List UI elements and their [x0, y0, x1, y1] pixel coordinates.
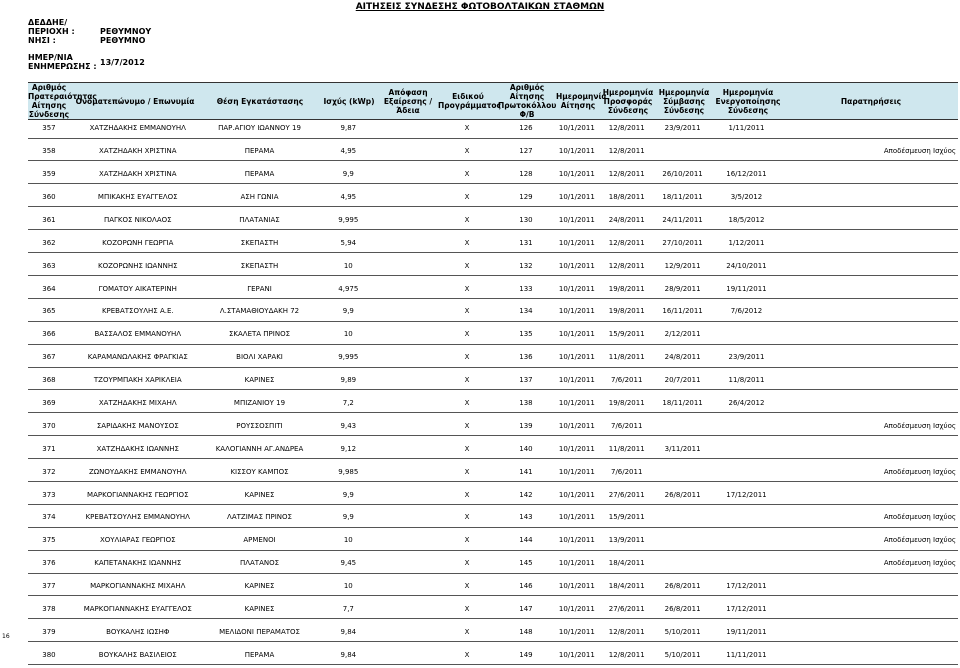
table-cell: 132	[519, 261, 533, 270]
table-cell: 9,12	[340, 444, 357, 453]
table-cell: 379	[42, 627, 56, 636]
table-cell: ΚΟΖΟΡΩΝΗ ΓΕΩΡΓΙΑ	[102, 238, 174, 247]
table-cell: 137	[519, 376, 533, 385]
header-cell: Ειδικού Προγράμματος	[438, 92, 502, 110]
table-cell: ΜΕΛΙΔΟΝΙ ΠΕΡΑΜΑΤΟΣ	[219, 627, 300, 636]
table-cell: ΜΠΙΚΑΚΗΣ ΕΥΑΓΓΕΛΟΣ	[97, 192, 178, 201]
table-cell: 27/6/2011	[608, 605, 645, 613]
table-cell: 4,95	[340, 192, 357, 201]
table-cell: 10/1/2011	[558, 650, 595, 659]
table-cell: 364	[42, 284, 56, 293]
header-cell: Αριθμός Αίτησης Πρωτοκόλλου Φ/Β	[498, 83, 557, 119]
table-cell: 10/1/2011	[558, 513, 595, 522]
table-row	[28, 119, 958, 139]
table-cell: 149	[519, 650, 533, 659]
header-cell: Ημερομηνία Ενεργοποίησης Σύνδεσης	[715, 87, 781, 115]
table-cell: 24/8/2011	[664, 353, 701, 362]
table-cell: X	[464, 582, 470, 591]
table-cell: 10/1/2011	[558, 490, 595, 499]
table-cell: 10	[343, 330, 353, 339]
table-cell: Αποδέσμευση Ισχύος	[883, 513, 956, 522]
table-row	[28, 462, 958, 482]
table-cell: 131	[519, 238, 533, 247]
table-cell: X	[464, 444, 470, 453]
table-cell: X	[464, 467, 470, 476]
table-cell: 23/9/2011	[664, 124, 701, 133]
table-cell: X	[464, 421, 470, 430]
island-label: ΝΗΣΙ :	[28, 36, 56, 45]
table-cell: X	[464, 627, 470, 636]
table-cell: 24/10/2011	[726, 261, 767, 270]
table-cell: 26/8/2011	[664, 490, 701, 499]
table-cell: 12/8/2011	[608, 124, 645, 133]
table-row	[28, 554, 958, 574]
table-cell: 18/5/2012	[728, 215, 765, 224]
table-cell: ΜΠΙΖΑΝΙΟΥ 19	[233, 398, 286, 407]
table-cell: 10/1/2011	[558, 215, 595, 224]
table-cell: X	[464, 650, 470, 659]
table-cell: Αποδέσμευση Ισχύος	[883, 467, 956, 476]
header-cell: Ημερομηνία Σύμβασης Σύνδεσης	[658, 87, 710, 115]
table-cell: ΜΑΡΚΟΓΙΑΝΝΑΚΗΣ ΜΙΧΑΗΛ	[90, 582, 186, 591]
table-cell: 24/8/2011	[608, 215, 645, 224]
table-cell: X	[464, 513, 470, 522]
table-cell: 19/8/2011	[608, 307, 645, 316]
table-cell: 10/1/2011	[558, 192, 595, 201]
table-row	[28, 600, 958, 620]
table-cell: 28/9/2011	[664, 284, 701, 293]
table-cell: 10/1/2011	[558, 627, 595, 636]
table-row	[28, 645, 958, 665]
table-cell: 11/8/2011	[608, 444, 645, 453]
table-row	[28, 531, 958, 551]
table-cell: ΣΚΑΛΕΤΑ ΠΡΙΝΟΣ	[228, 330, 291, 339]
table-cell: ΣΚΕΠΑΣΤΗ	[240, 261, 279, 270]
table-cell: ΓΕΡΑΝΙ	[247, 284, 272, 293]
table-cell: 369	[42, 398, 56, 407]
table-cell: 129	[519, 192, 533, 201]
table-cell: ΒΟΥΚΑΛΗΣ ΒΑΣΙΛΕΙΟΣ	[98, 650, 177, 659]
table-cell: ΣΑΡΙΔΑΚΗΣ ΜΑΝΟΥΣΟΣ	[96, 421, 179, 430]
table-cell: 378	[42, 605, 56, 613]
table-row	[28, 371, 958, 391]
table-cell: ΧΑΤΖΗΔΑΚΗ ΧΡΙΣΤΙΝΑ	[99, 170, 177, 179]
table-cell: ΜΑΡΚΟΓΙΑΝΝΑΚΗΣ ΓΕΩΡΓΙΟΣ	[87, 490, 189, 499]
table-cell: ΚΑΡΙΝΕΣ	[244, 490, 275, 499]
header-cell: Θέση Εγκατάστασης	[216, 96, 304, 106]
table-cell: 24/11/2011	[662, 215, 703, 224]
table-row	[28, 165, 958, 185]
table-row	[28, 508, 958, 528]
table-cell: 9,87	[340, 124, 357, 133]
table-row	[28, 394, 958, 414]
table-cell: 372	[42, 467, 56, 476]
table-cell: 139	[519, 421, 533, 430]
table-cell: ΚΑΡΙΝΕΣ	[244, 376, 275, 385]
table-cell: 3/5/2012	[730, 192, 763, 201]
table-cell: 140	[519, 444, 533, 453]
table-cell: 2/12/2011	[664, 330, 701, 339]
table-cell: ΜΑΡΚΟΓΙΑΝΝΑΚΗΣ ΕΥΑΓΓΕΛΟΣ	[83, 605, 192, 613]
table-cell: ΒΟΥΚΑΛΗΣ ΙΩΣΗΦ	[106, 627, 170, 636]
table-cell: ΠΕΡΑΜΑ	[244, 170, 275, 179]
table-cell: 373	[42, 490, 56, 499]
table-cell: Αποδέσμευση Ισχύος	[883, 147, 956, 156]
table-cell: 10/1/2011	[558, 467, 595, 476]
header-cell: Παρατηρήσεις	[840, 96, 902, 106]
table-cell: 12/9/2011	[664, 261, 701, 270]
table-cell: Λ.ΣΤΑΜΑΘΙΟΥΔΑΚΗ 72	[219, 307, 300, 316]
table-cell: 363	[42, 261, 56, 270]
table-cell: 362	[42, 238, 56, 247]
table-cell: 127	[519, 147, 533, 156]
table-cell: 10	[343, 582, 353, 591]
table-cell: 143	[519, 513, 533, 522]
table-cell: 366	[42, 330, 56, 339]
table-cell: 3/11/2011	[664, 444, 701, 453]
table-cell: X	[464, 147, 470, 156]
table-cell: 15/9/2011	[608, 513, 645, 522]
table-cell: ΚΡΕΒΑΤΣΟΥΛΗΣ ΕΜΜΑΝΟΥΗΛ	[85, 513, 190, 522]
table-cell: 4,95	[340, 147, 357, 156]
table-cell: 134	[519, 307, 533, 316]
table-cell: 358	[42, 147, 56, 156]
meta-block	[28, 18, 151, 45]
region-value: ΡΕΘΥΜΝΟΥ	[100, 27, 152, 36]
table-cell: 10/1/2011	[558, 147, 595, 156]
table-cell: 9,9	[342, 170, 354, 179]
table-cell: ΧΑΤΖΗΔΑΚΗΣ ΙΩΑΝΝΗΣ	[96, 444, 179, 453]
table-cell: 9,84	[340, 650, 357, 659]
table-cell: 10/1/2011	[558, 536, 595, 545]
table-cell: 11/8/2011	[728, 376, 765, 385]
table-row	[28, 188, 958, 208]
table-cell: X	[464, 124, 470, 133]
table-cell: 12/8/2011	[608, 627, 645, 636]
table-cell: 144	[519, 536, 533, 545]
table-cell: 17/12/2011	[726, 582, 767, 591]
table-cell: ΓΟΜΑΤΟΥ ΑΙΚΑΤΕΡΙΝΗ	[98, 284, 177, 293]
table-cell: ΧΟΥΛΙΑΡΑΣ ΓΕΩΡΓΙΟΣ	[99, 536, 176, 545]
table-body	[28, 119, 958, 668]
table-cell: 375	[42, 536, 56, 545]
table-cell: 10	[343, 261, 353, 270]
table-row	[28, 279, 958, 299]
table-cell: ΠΕΡΑΜΑ	[244, 147, 275, 156]
table-cell: 7/6/2011	[610, 467, 643, 476]
table-cell: X	[464, 605, 470, 613]
table-cell: 18/11/2011	[662, 398, 703, 407]
table-cell: ΠΕΡΑΜΑ	[244, 650, 275, 659]
table-cell: ΠΑΡ.ΑΓΙΟΥ ΙΩΑΝΝΟΥ 19	[218, 124, 301, 133]
table-cell: 142	[519, 490, 533, 499]
table-cell: ΒΙΟΛΙ ΧΑΡΑΚΙ	[236, 353, 283, 362]
table-cell: 10	[343, 536, 353, 545]
table-cell: X	[464, 170, 470, 179]
table-row	[28, 485, 958, 505]
table-cell: 377	[42, 582, 56, 591]
table-row	[28, 623, 958, 643]
table-cell: X	[464, 284, 470, 293]
table-cell: 17/12/2011	[726, 605, 767, 613]
table-row	[28, 417, 958, 437]
table-cell: X	[464, 559, 470, 568]
table-cell: 126	[519, 124, 533, 133]
table-cell: X	[464, 398, 470, 407]
table-cell: 9,43	[340, 421, 357, 430]
table-cell: 9,995	[338, 353, 359, 362]
table-cell: X	[464, 215, 470, 224]
table-row	[28, 325, 958, 345]
table-cell: 5/10/2011	[664, 627, 701, 636]
table-cell: 15/9/2011	[608, 330, 645, 339]
header-cell: Ημερομηνία Αίτησης	[556, 92, 607, 110]
table-cell: 1/11/2011	[728, 124, 765, 133]
header-cell: Ισχύς (kWp)	[323, 96, 375, 106]
header-cell: Ονοματεπώνυμο / Επωνυμία	[75, 96, 195, 106]
table-cell: 147	[519, 605, 533, 613]
table-row	[28, 211, 958, 231]
date-label-line1: ΗΜΕΡ/ΝΙΑ	[28, 53, 73, 62]
table-cell: 26/8/2011	[664, 582, 701, 591]
table-row	[28, 302, 958, 322]
table-cell: ΣΚΕΠΑΣΤΗ	[240, 238, 279, 247]
table-row	[28, 256, 958, 276]
table-cell: ΠΛΑΤΑΝΙΑΣ	[239, 215, 280, 224]
table-cell: X	[464, 261, 470, 270]
table-cell: 10/1/2011	[558, 238, 595, 247]
table-cell: 145	[519, 559, 533, 568]
table-row	[28, 233, 958, 253]
table-cell: Αποδέσμευση Ισχύος	[883, 536, 956, 545]
table-cell: ΚΡΕΒΑΤΣΟΥΛΗΣ Α.Ε.	[101, 307, 174, 316]
table-cell: 16/12/2011	[726, 170, 767, 179]
table-cell: ΒΑΣΣΑΛΟΣ ΕΜΜΑΝΟΥΗΛ	[94, 330, 182, 339]
table-cell: ΚΙΣΣΟΥ ΚΑΜΠΟΣ	[230, 467, 289, 476]
table-cell: 10/1/2011	[558, 353, 595, 362]
table-cell: 19/11/2011	[726, 627, 767, 636]
table-cell: 12/8/2011	[608, 147, 645, 156]
table-cell: 10/1/2011	[558, 307, 595, 316]
table-cell: ΡΟΥΣΣΟΣΠΙΤΙ	[236, 421, 283, 430]
table-cell: ΖΩΝΟΥΔΑΚΗΣ ΕΜΜΑΝΟΥΗΛ	[88, 467, 187, 476]
table-cell: 4,975	[338, 284, 359, 293]
table-cell: 7/6/2011	[610, 376, 643, 385]
table-cell: 10/1/2011	[558, 398, 595, 407]
table-cell: 11/8/2011	[608, 353, 645, 362]
table-cell: 23/9/2011	[728, 353, 765, 362]
table-cell: 18/4/2011	[608, 582, 645, 591]
table-cell: X	[464, 536, 470, 545]
table-cell: 365	[42, 307, 56, 316]
table-cell: 136	[519, 353, 533, 362]
table-cell: 19/11/2011	[726, 284, 767, 293]
table-cell: Αποδέσμευση Ισχύος	[883, 559, 956, 568]
table-row	[28, 439, 958, 459]
header-cell: Αριθμός Πρατεραιότητας Αίτησης Σύνδεσης	[28, 83, 97, 119]
table-cell: 148	[519, 627, 533, 636]
table-cell: 12/8/2011	[608, 650, 645, 659]
table-cell: ΚΑΡΙΝΕΣ	[244, 605, 275, 613]
table-cell: 376	[42, 559, 56, 568]
table-cell: 18/11/2011	[662, 192, 703, 201]
table-cell: 141	[519, 467, 533, 476]
table-cell: 367	[42, 353, 56, 362]
table-cell: ΧΑΤΖΗΔΑΚΗ ΧΡΙΣΤΙΝΑ	[99, 147, 177, 156]
table-cell: 380	[42, 650, 56, 659]
table-cell: 27/6/2011	[608, 490, 645, 499]
table-cell: 368	[42, 376, 56, 385]
table-cell: 5,94	[340, 238, 357, 247]
table-cell: ΠΛΑΤΑΝΟΣ	[239, 559, 280, 568]
table-cell: ΑΡΜΕΝΟΙ	[243, 536, 276, 545]
table-cell: 357	[42, 124, 56, 133]
table-cell: 10/1/2011	[558, 261, 595, 270]
table-cell: ΧΑΤΖΗΔΑΚΗΣ ΕΜΜΑΝΟΥΗΛ	[89, 124, 186, 133]
table-cell: ΚΑΠΕΤΑΝΑΚΗΣ ΙΩΑΝΝΗΣ	[94, 559, 182, 568]
table-cell: ΤΖΟΥΡΜΠΑΚΗ ΧΑΡΙΚΛΕΙΑ	[93, 376, 182, 385]
table-cell: ΛΑΤΖΙΜΑΣ ΠΡΙΝΟΣ	[227, 513, 292, 522]
update-date-value: 13/7/2012	[100, 57, 145, 67]
table-cell: ΚΑΡΑΜΑΝΩΛΑΚΗΣ ΦΡΑΓΚΙΑΣ	[87, 353, 188, 362]
dede-label: ΔΕΔΔΗΕ/	[28, 18, 68, 27]
table-cell: 19/8/2011	[608, 284, 645, 293]
table-cell: Αποδέσμευση Ισχύος	[883, 421, 956, 430]
table-cell: ΚΟΖΟΡΩΝΗΣ ΙΩΑΝΝΗΣ	[98, 261, 178, 270]
table-cell: 12/8/2011	[608, 238, 645, 247]
table-cell: 135	[519, 330, 533, 339]
page-number: 16	[2, 633, 10, 640]
table-cell: 7/6/2012	[730, 307, 763, 316]
table-cell: 10/1/2011	[558, 330, 595, 339]
table-cell: 359	[42, 170, 56, 179]
table-cell: 371	[42, 444, 56, 453]
table-cell: 10/1/2011	[558, 170, 595, 179]
table-cell: 13/9/2011	[608, 536, 645, 545]
table-cell: 26/8/2011	[664, 605, 701, 613]
table-cell: X	[464, 307, 470, 316]
document-title: ΑΙΤΗΣΕΙΣ ΣΥΝΔΕΣΗΣ ΦΩΤΟΒΟΛΤΑΙΚΩΝ ΣΤΑΘΜΩΝ	[355, 2, 605, 12]
table-cell: 9,9	[342, 513, 354, 522]
table-cell: 18/8/2011	[608, 192, 645, 201]
table-cell: 9,9	[342, 307, 354, 316]
table-cell: 10/1/2011	[558, 421, 595, 430]
update-date-block	[28, 53, 145, 71]
table-row	[28, 142, 958, 162]
table-cell: 19/8/2011	[608, 398, 645, 407]
table-cell: 9,985	[338, 467, 359, 476]
table-cell: 16/11/2011	[662, 307, 703, 316]
table-cell: 26/10/2011	[662, 170, 703, 179]
table-cell: 7/6/2011	[610, 421, 643, 430]
table-cell: 360	[42, 192, 56, 201]
table-cell: 9,84	[340, 627, 357, 636]
table-row	[28, 348, 958, 368]
table-cell: 10/1/2011	[558, 605, 595, 613]
table-cell: 10/1/2011	[558, 284, 595, 293]
table-cell: 370	[42, 421, 56, 430]
table-cell: ΠΑΓΚΟΣ ΝΙΚΟΛΑΟΣ	[103, 215, 172, 224]
table-cell: 11/11/2011	[726, 650, 767, 659]
table-cell: X	[464, 192, 470, 201]
table-cell: 9,45	[340, 559, 357, 568]
table-cell: 146	[519, 582, 533, 591]
table-cell: 9,9	[342, 490, 354, 499]
table-cell: ΚΑΛΟΓΙΑΝΝΗ ΑΓ.ΑΝΔΡΕΑ	[215, 444, 304, 453]
table-cell: 374	[42, 513, 56, 522]
table-cell: 133	[519, 284, 533, 293]
table-cell: 1/12/2011	[728, 238, 765, 247]
table-header	[28, 82, 958, 120]
table-cell: 7,7	[342, 605, 354, 613]
table-cell: X	[464, 353, 470, 362]
table-cell: 18/4/2011	[608, 559, 645, 568]
table-cell: ΚΑΡΙΝΕΣ	[244, 582, 275, 591]
table-cell: 26/4/2012	[728, 398, 765, 407]
table-cell: 138	[519, 398, 533, 407]
table-cell: ΧΑΤΖΗΔΑΚΗΣ ΜΙΧΑΗΛ	[98, 398, 177, 407]
table-cell: 10/1/2011	[558, 559, 595, 568]
table-cell: 12/8/2011	[608, 170, 645, 179]
table-cell: X	[464, 330, 470, 339]
table-cell: 10/1/2011	[558, 376, 595, 385]
region-label: ΠΕΡΙΟΧΗ :	[28, 27, 75, 36]
table-cell: 9,89	[340, 376, 357, 385]
table-cell: 10/1/2011	[558, 582, 595, 591]
table-cell: 5/10/2011	[664, 650, 701, 659]
table-cell: 10/1/2011	[558, 444, 595, 453]
table-cell: 12/8/2011	[608, 261, 645, 270]
table-cell: 27/10/2011	[662, 238, 703, 247]
table-cell: 17/12/2011	[726, 490, 767, 499]
table-cell: X	[464, 238, 470, 247]
header-cell: Ημερομηνία Προσφοράς Σύνδεσης	[602, 87, 654, 115]
table-row	[28, 577, 958, 597]
table-cell: ΑΣΗ ΓΩΝΙΑ	[240, 192, 279, 201]
date-label-line2: ΕΝΗΜΕΡΩΣΗΣ :	[28, 62, 97, 71]
table-cell: 10/1/2011	[558, 124, 595, 133]
table-cell: 361	[42, 215, 56, 224]
table-cell: 128	[519, 170, 533, 179]
table-cell: 20/7/2011	[664, 376, 701, 385]
island-value: ΡΕΘΥΜΝΟ	[100, 36, 146, 45]
header-cell: Απόφαση Εξαίρεσης / Άδεια	[383, 87, 433, 115]
table-cell: 130	[519, 215, 533, 224]
table-cell: 7,2	[342, 398, 354, 407]
table-cell: X	[464, 376, 470, 385]
table-cell: X	[464, 490, 470, 499]
table-cell: 9,995	[338, 215, 359, 224]
